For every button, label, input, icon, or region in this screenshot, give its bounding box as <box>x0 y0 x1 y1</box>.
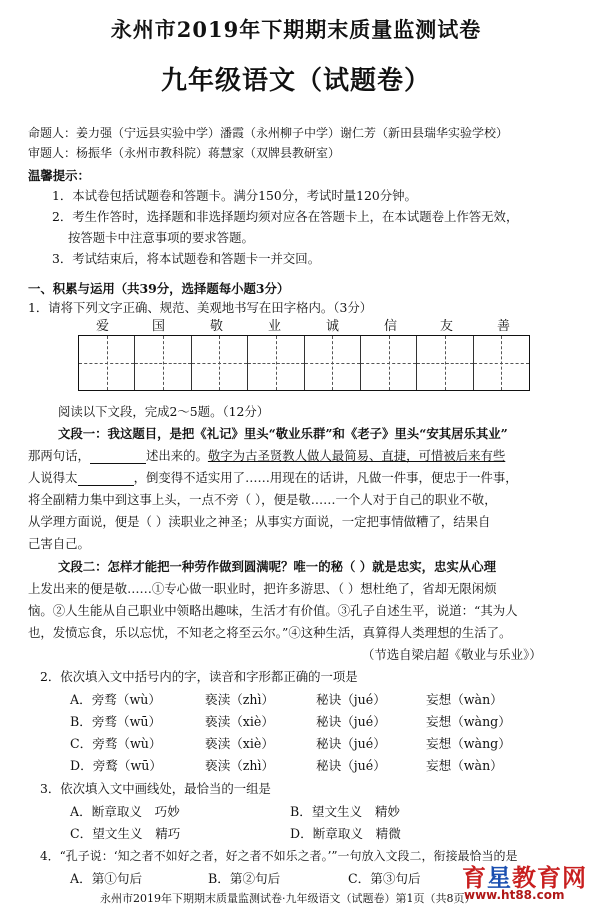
underlined-text: 敬字为古圣贤教人做人最简易、直捷，可惜被后来有些 <box>207 448 506 463</box>
q2-option-d: 亵渎（zhì） <box>205 758 275 773</box>
q2-option-a: 亵渎（zhì） <box>205 692 275 707</box>
question-4-stem: 4．“孔子说：‘知之者不如好之者，好之者不如乐之者。’”一句放入文段二，衔接最恰当的是 <box>40 849 518 863</box>
grid-char: 敬 <box>210 319 224 334</box>
grid-cell[interactable] <box>361 336 417 390</box>
question-3-stem: 3．依次填入文中画线处，最恰当的一组是 <box>40 781 271 796</box>
q2-option-c: 妄想（wàng） <box>426 736 511 751</box>
grid-char: 国 <box>152 319 166 334</box>
reminder-item: 2．考生作答时，选择题和非选择题均须对应各在答题卡上，在本试题卷上作答无效， <box>52 209 519 224</box>
grid-cell[interactable] <box>135 336 191 390</box>
q2-option-c: 秘诀（jué） <box>316 736 386 751</box>
subtitle: 九年级语文（试题卷） <box>160 66 431 96</box>
reminder-item: 3．考试结束后，将本试题卷和答题卡一并交回。 <box>52 251 321 266</box>
q2-option-d[interactable]: D．旁鹜（wū） <box>70 758 162 773</box>
tianzige-writing-grid[interactable] <box>78 335 530 391</box>
watermark-url: www.ht88.com <box>464 888 565 902</box>
q3-option-b[interactable]: B．望文生义 精妙 <box>290 804 401 819</box>
question-1: 1．请将下列文字正确、规范、美观地书写在田字格内。（3分） <box>28 300 373 315</box>
grid-cell[interactable] <box>417 336 473 390</box>
q2-option-d: 妄想（wàn） <box>426 758 503 773</box>
question-2-stem: 2．依次填入文中括号内的字，读音和字形都正确的一项是 <box>40 669 358 684</box>
grid-cell[interactable] <box>192 336 248 390</box>
reminder-item: 按答题卡中注意事项的要求答题。 <box>68 230 254 245</box>
passage2-line: 上发出来的便是敬……①专心做一职业时，把许多游思、（ ）想杜绝了，省却无限闲烦 <box>28 581 497 596</box>
grid-char: 友 <box>440 319 454 334</box>
q3-option-c[interactable]: C．望文生义 精巧 <box>70 826 181 841</box>
q2-option-b: 亵渎（xiè） <box>205 714 274 729</box>
q2-option-b: 秘诀（jué） <box>316 714 386 729</box>
grid-char: 信 <box>384 319 398 334</box>
q2-option-a: 秘诀（jué） <box>316 692 386 707</box>
fill-blank[interactable] <box>78 474 134 486</box>
passage1-line: 文段一：我这题目，是把《礼记》里头“敬业乐群”和《老子》里头“安其居乐其业” <box>58 426 508 441</box>
q4-option-c[interactable]: C．第③句后 <box>348 871 421 886</box>
grid-char: 业 <box>268 319 282 334</box>
grid-cell[interactable] <box>79 336 135 390</box>
q2-option-d: 秘诀（jué） <box>316 758 386 773</box>
passage1-line: 己害自己。 <box>28 536 90 551</box>
grid-char: 爱 <box>96 319 110 334</box>
q2-option-b: 妄想（wàng） <box>426 714 511 729</box>
passage1-line: 从学理方面说，便是（ ）渎职业之神圣；从事实方面说，一定把事情做糟了，结果自 <box>28 514 491 529</box>
q2-option-a: 妄想（wàn） <box>426 692 503 707</box>
q2-option-c: 亵渎（xiè） <box>205 736 274 751</box>
reminder-heading: 温馨提示： <box>28 168 90 183</box>
grid-cell[interactable] <box>248 336 304 390</box>
q2-option-a[interactable]: A．旁骛（wù） <box>70 692 161 707</box>
page-footer: 永州市2019年下期期末质量监测试卷·九年级语文（试题卷）第1页（共8页） <box>100 892 476 905</box>
fill-blank[interactable] <box>90 452 146 464</box>
passage2-line: 也，发愤忘食，乐以忘忧，不知老之将至云尔。”④这种生活，真算得人类理想的生活了。 <box>28 625 512 640</box>
passage2-line: 文段二：怎样才能把一种劳作做到圆满呢？唯一的秘（ ）就是忠实，忠实从心理 <box>58 559 496 574</box>
passage2-line: 恼。②人生能从自己职业中领略出趣味，生活才有价值。③孔子自述生平，说道：“其为人 <box>28 603 518 618</box>
q4-option-b[interactable]: B．第②句后 <box>208 871 281 886</box>
passage1-line: 人说得太 ，倒变得不适实用了……用现在的话讲，凡做一件事，便忠于一件事， <box>28 470 518 485</box>
q3-option-a[interactable]: A．断章取义 巧妙 <box>70 804 180 819</box>
reminder-item: 1．本试卷包括试题卷和答题卡。满分150分，考试时量120分钟。 <box>52 188 417 203</box>
q4-option-a[interactable]: A．第①句后 <box>70 871 143 886</box>
passage1-line: 那两句话， 述出来的。敬字为古圣贤教人做人最简易、直捷，可惜被后来有些 <box>28 448 506 463</box>
q3-option-d[interactable]: D．断章取义 精微 <box>290 826 401 841</box>
reviewers-line: 审题人：杨振华（永州市教科院）蒋慧家（双牌县教研室） <box>28 146 341 160</box>
passage-source: （节选自梁启超《敬业与乐业》） <box>362 647 542 662</box>
watermark-text: 育星教育网 <box>462 864 587 892</box>
passage1-line: 将全副精力集中到这事上头，一点不旁（ ），便是敬……一个人对于自己的职业不敬， <box>28 492 497 507</box>
authors-line: 命题人：姜力强（宁远县实验中学）潘霞（永州柳子中学）谢仁芳（新田县瑞华实验学校） <box>28 126 509 140</box>
grid-char: 善 <box>497 319 511 334</box>
section-heading: 一、积累与运用（共39分，选择题每小题3分） <box>28 281 290 296</box>
exam-title: 永州市2019年下期期末质量监测试卷 <box>110 17 482 42</box>
grid-cell[interactable] <box>474 336 529 390</box>
grid-char: 诚 <box>326 319 340 334</box>
q2-option-b[interactable]: B．旁骛（wū） <box>70 714 162 729</box>
q2-option-c[interactable]: C．旁骛（wù） <box>70 736 162 751</box>
grid-cell[interactable] <box>305 336 361 390</box>
reading-intro: 阅读以下文段，完成2～5题。（12分） <box>58 404 270 419</box>
site-watermark-logo <box>462 858 588 904</box>
